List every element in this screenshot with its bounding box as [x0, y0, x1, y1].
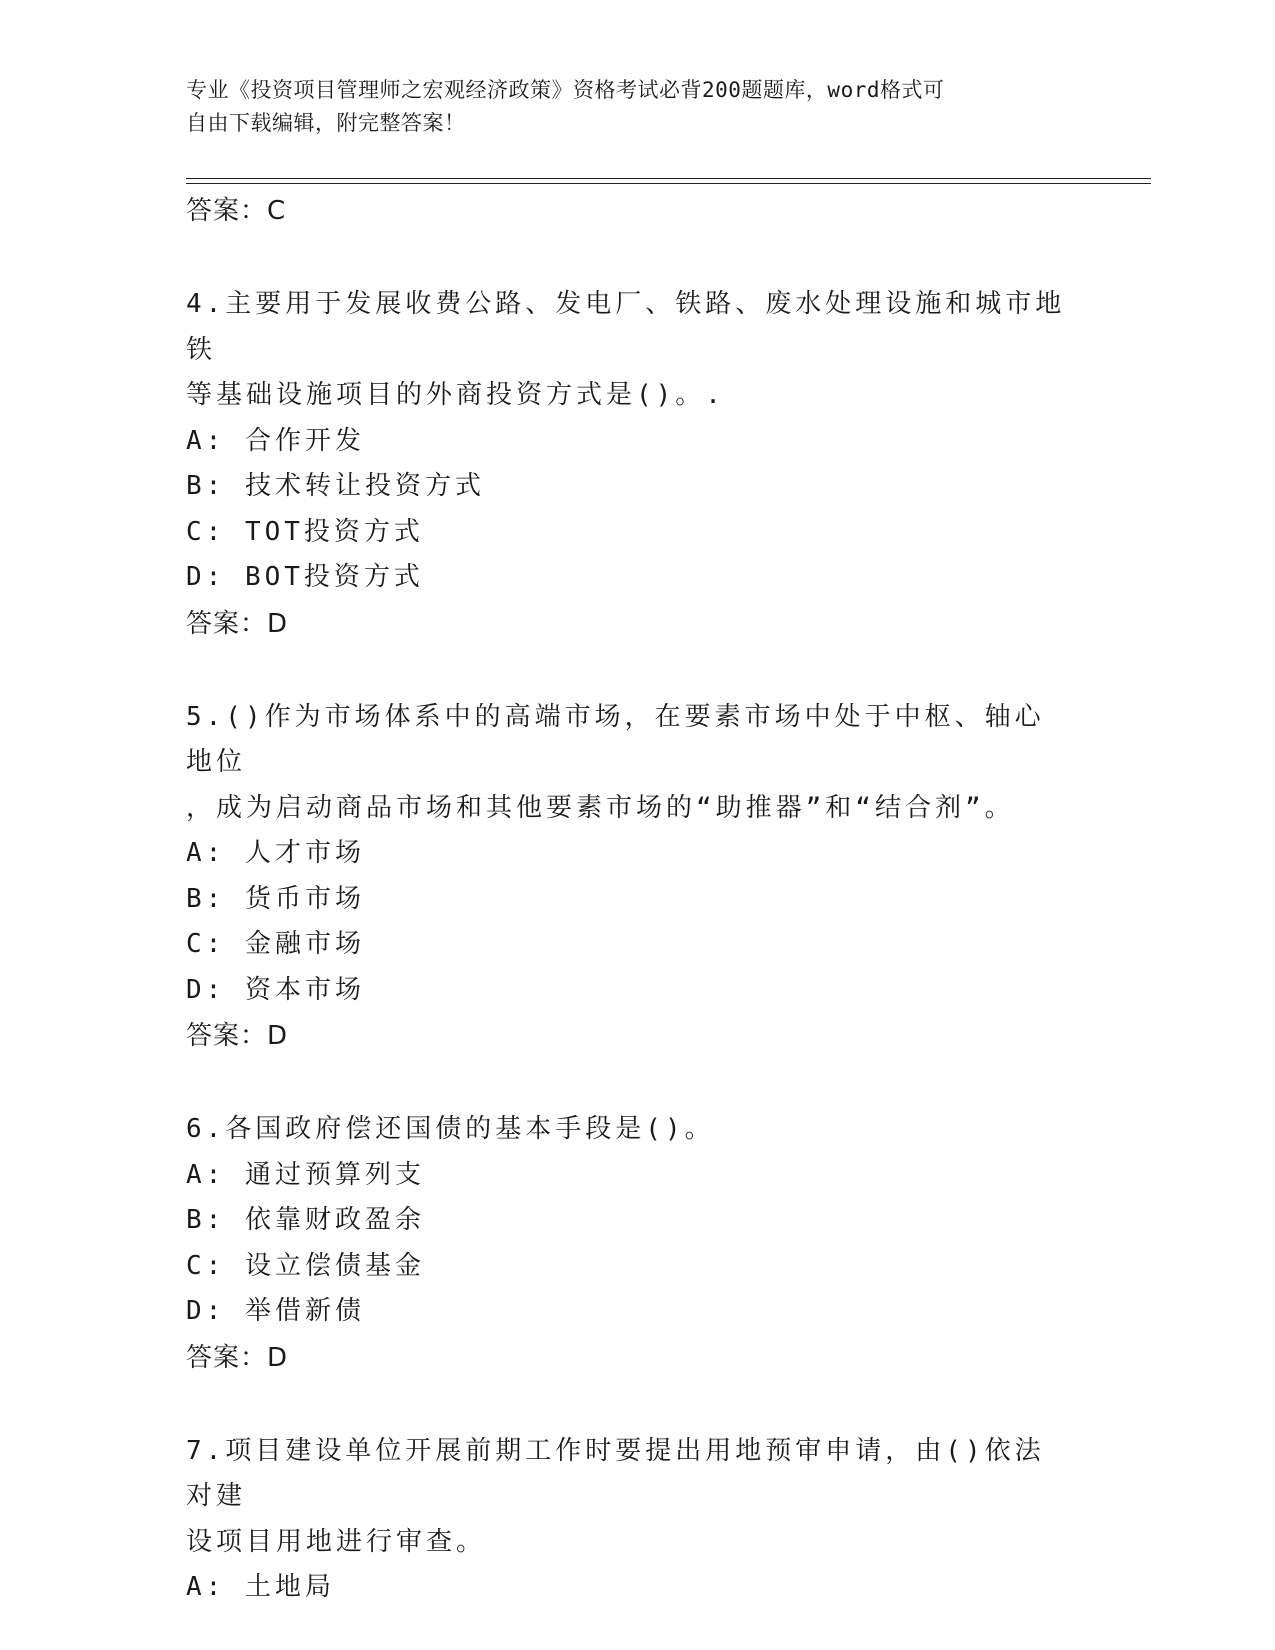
answer-line: 答案：C: [186, 196, 287, 226]
header-line-1: 专业《投资项目管理师之宏观经济政策》资格考试必背200题题库，word格式可: [186, 78, 945, 102]
option-b: B: 依靠财政盈余: [186, 1205, 425, 1235]
header-divider-bottom: [186, 183, 1151, 184]
question-list: [186, 188, 1126, 1611]
header-line-2: 自由下载编辑，附完整答案！: [186, 111, 466, 135]
header-divider-top: [186, 178, 1151, 179]
question-stem: [186, 695, 1066, 832]
option-d: D: 举借新债: [186, 1296, 365, 1326]
question-stem-line: 5.()作为市场体系中的高端市场，在要素市场中处于中枢、轴心地位: [186, 701, 1045, 777]
document-header: [186, 74, 1086, 140]
question-stem-line: 设项目用地进行审查。: [186, 1526, 487, 1557]
option-a: A: 土地局: [186, 1572, 335, 1602]
question-stem-line: 4.主要用于发展收费公路、发电厂、铁路、废水处理设施和城市地铁: [186, 289, 1066, 365]
question-stem-line: ，成为启动商品市场和其他要素市场的“助推器”和“结合剂”。: [186, 792, 1015, 823]
option-c: C: TOT投资方式: [186, 516, 424, 547]
question-stem-line: 7.项目建设单位开展前期工作时要提出用地预审申请，由()依法对建: [186, 1435, 1045, 1511]
answer-line: 答案：D: [186, 1342, 289, 1373]
question-stem: [186, 1429, 1066, 1566]
option-c: C: 金融市场: [186, 929, 365, 959]
option-a: A: 通过预算列支: [186, 1159, 425, 1190]
question-stem-line: 等基础设施项目的外商投资方式是()。.: [186, 380, 725, 410]
question-4: [186, 282, 1126, 647]
question-stem: [186, 1107, 1066, 1153]
question-5: [186, 695, 1126, 1060]
question-7: [186, 1429, 1126, 1611]
option-b: B: 技术转让投资方式: [186, 471, 485, 501]
option-c: C: 设立偿债基金: [186, 1250, 425, 1281]
option-a: A: 人才市场: [186, 838, 365, 868]
option-a: A: 合作开发: [186, 425, 365, 456]
answer-line: 答案：D: [186, 1021, 289, 1051]
option-d: D: BOT投资方式: [186, 562, 424, 592]
question-stem: [186, 282, 1066, 419]
option-b: B: 货币市场: [186, 883, 365, 914]
question-6: [186, 1107, 1126, 1381]
option-d: D: 资本市场: [186, 974, 365, 1005]
answer-line: 答案：D: [186, 608, 289, 639]
question-stem-line: 6.各国政府偿还国债的基本手段是()。: [186, 1114, 715, 1144]
